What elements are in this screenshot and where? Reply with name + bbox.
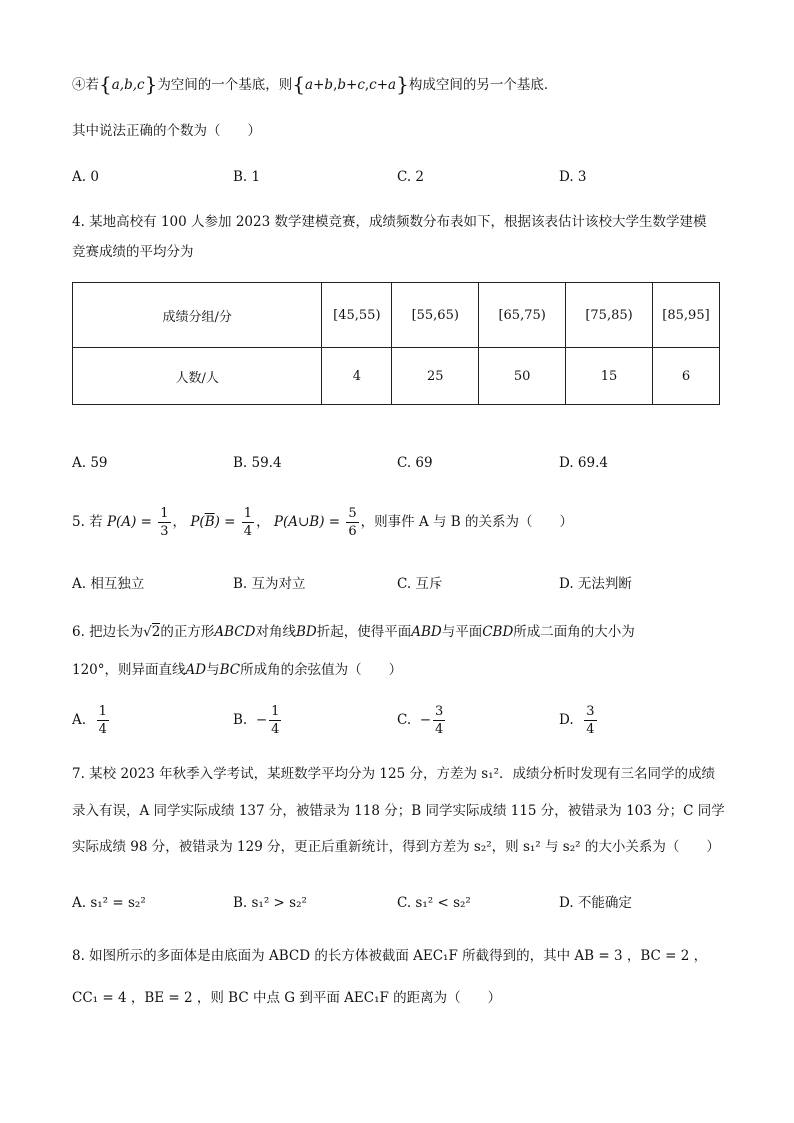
q4-option-a: A. 59 — [72, 455, 108, 471]
q3-item4-suffix: 构成空间的另一个基底． — [408, 77, 558, 93]
table-interval: [45,55) — [322, 283, 392, 348]
q5-prefix: 5. 若 — [72, 514, 103, 530]
table-interval: [55,65) — [392, 283, 479, 348]
q3-item4-mid: 为空间的一个基底，则 — [157, 77, 293, 93]
q5-pb-fraction: $\frac{1}{4}$ — [243, 506, 253, 539]
q4-option-b: B. 59.4 — [233, 455, 282, 471]
q5-option-c: C. 互斥 — [397, 576, 443, 592]
table-count: 6 — [652, 348, 719, 405]
q4-option-c: C. 69 — [397, 455, 433, 471]
table-row-intervals — [73, 283, 720, 348]
q7-option-a: A. s₁² = s₂² — [72, 895, 146, 911]
q5-pa-label: P(A) — [106, 514, 137, 530]
q3-item4-vectors: a,b,c — [111, 77, 145, 93]
table-row-label: 人数/人 — [73, 348, 322, 405]
q7-line3: 实际成绩 98 分，被错录为 129 分，更正后重新统计，得到方差为 s₂²，则 s₁² 与 s₂² 的大小关系为（ ） — [72, 839, 720, 855]
table-count: 15 — [566, 348, 653, 405]
q3-item4: ④若{a,b,c}为空间的一个基底，则{a+b,b+c,c+a}构成空间的另一个基底． — [72, 72, 558, 96]
table-interval: [75,85) — [566, 283, 653, 348]
q3-item4-sum1: a+b — [305, 77, 334, 93]
q3-option-c: C. 2 — [397, 169, 425, 185]
q5-pa-fraction: $\frac{1}{3}$ — [160, 506, 169, 539]
q6-option-a: A. $\frac{1}{4}$ — [72, 704, 107, 737]
q6-line1: 6. 把边长为√2的正方形ABCD对角线BD折起，使得平面ABD与平面CBD所成二面角的大小为 — [72, 624, 635, 640]
q3-item4-prefix: ④若 — [72, 77, 99, 93]
q5-options — [72, 573, 732, 595]
q5-pab-fraction: $\frac{5}{6}$ — [348, 506, 357, 539]
q5-option-a: A. 相互独立 — [72, 576, 145, 592]
table-interval: [65,75) — [479, 283, 566, 348]
q8-line2: CC₁ = 4 ，BE = 2 ，则 BC 中点 G 到平面 AEC₁F 的距离为（ ） — [72, 990, 502, 1006]
q7-line2: 录入有误，A 同学实际成绩 137 分，被错录为 118 分；B 同学实际成绩 115 分，被错录为 103 分；C 同学 — [72, 803, 725, 819]
table-count: 4 — [322, 348, 392, 405]
table-row-counts — [73, 348, 720, 405]
q7-option-c: C. s₁² < s₂² — [397, 895, 471, 911]
q6-option-d: D. $\frac{3}{4}$ — [559, 704, 595, 737]
sqrt-symbol: √ — [143, 624, 152, 640]
q6-option-b: B. − $\frac{1}{4}$ — [233, 704, 280, 737]
q3-options — [72, 166, 732, 188]
table-count: 50 — [479, 348, 566, 405]
table-count: 25 — [392, 348, 479, 405]
q3-option-a: A. 0 — [72, 169, 99, 185]
q5-line: 5. 若 P(A) = $\frac{1}{3}$ ， $P(\overline{B})$ = $\frac{1}{4}$ ， P(A∪B) = $\frac{5}{6}$ ，则事件 A 与 B 的关系为（ ） — [72, 506, 574, 539]
q4-line2: 竞赛成绩的平均分为 — [72, 244, 194, 260]
q5-pab-label: P(A∪B) — [273, 514, 325, 530]
q3-item4-sum3: c+a — [369, 77, 397, 93]
q5-pb-label: $P(\overline{B})$ — [190, 514, 220, 530]
q5-option-d: D. 无法判断 — [559, 576, 632, 592]
q6-options — [72, 700, 732, 740]
q7-option-b: B. s₁² > s₂² — [233, 895, 307, 911]
q3-option-b: B. 1 — [233, 169, 261, 185]
q4-option-d: D. 69.4 — [559, 455, 608, 471]
table-header-label: 成绩分组/分 — [73, 283, 322, 348]
q4-line1: 4. 某地高校有 100 人参加 2023 数学建模竞赛，成绩频数分布表如下，根据该表估计该校大学生数学建模 — [72, 214, 707, 230]
q3-item4-sum2: b+c — [337, 77, 365, 93]
q7-options — [72, 892, 732, 914]
q3-option-d: D. 3 — [559, 169, 587, 185]
frequency-table — [72, 282, 720, 405]
q7-line1: 7. 某校 2023 年秋季入学考试，某班数学平均分为 125 分，方差为 s₁²．成绩分析时发现有三名同学的成绩 — [72, 766, 716, 782]
q7-option-d: D. 不能确定 — [559, 895, 632, 911]
q4-options — [72, 452, 732, 474]
q3-question: 其中说法正确的个数为（ ） — [72, 123, 261, 139]
q6-option-c: C. − $\frac{3}{4}$ — [397, 704, 444, 737]
q5-option-b: B. 互为对立 — [233, 576, 306, 592]
q6-line2: 120°，则异面直线AD与BC所成角的余弦值为（ ） — [72, 662, 403, 678]
table-interval: [85,95] — [652, 283, 719, 348]
q8-line1: 8. 如图所示的多面体是由底面为 ABCD 的长方体被截面 AEC₁F 所截得到的，其中 AB = 3 ，BC = 2 ， — [72, 948, 708, 964]
q5-suffix: ，则事件 A 与 B 的关系为（ ） — [360, 514, 574, 530]
